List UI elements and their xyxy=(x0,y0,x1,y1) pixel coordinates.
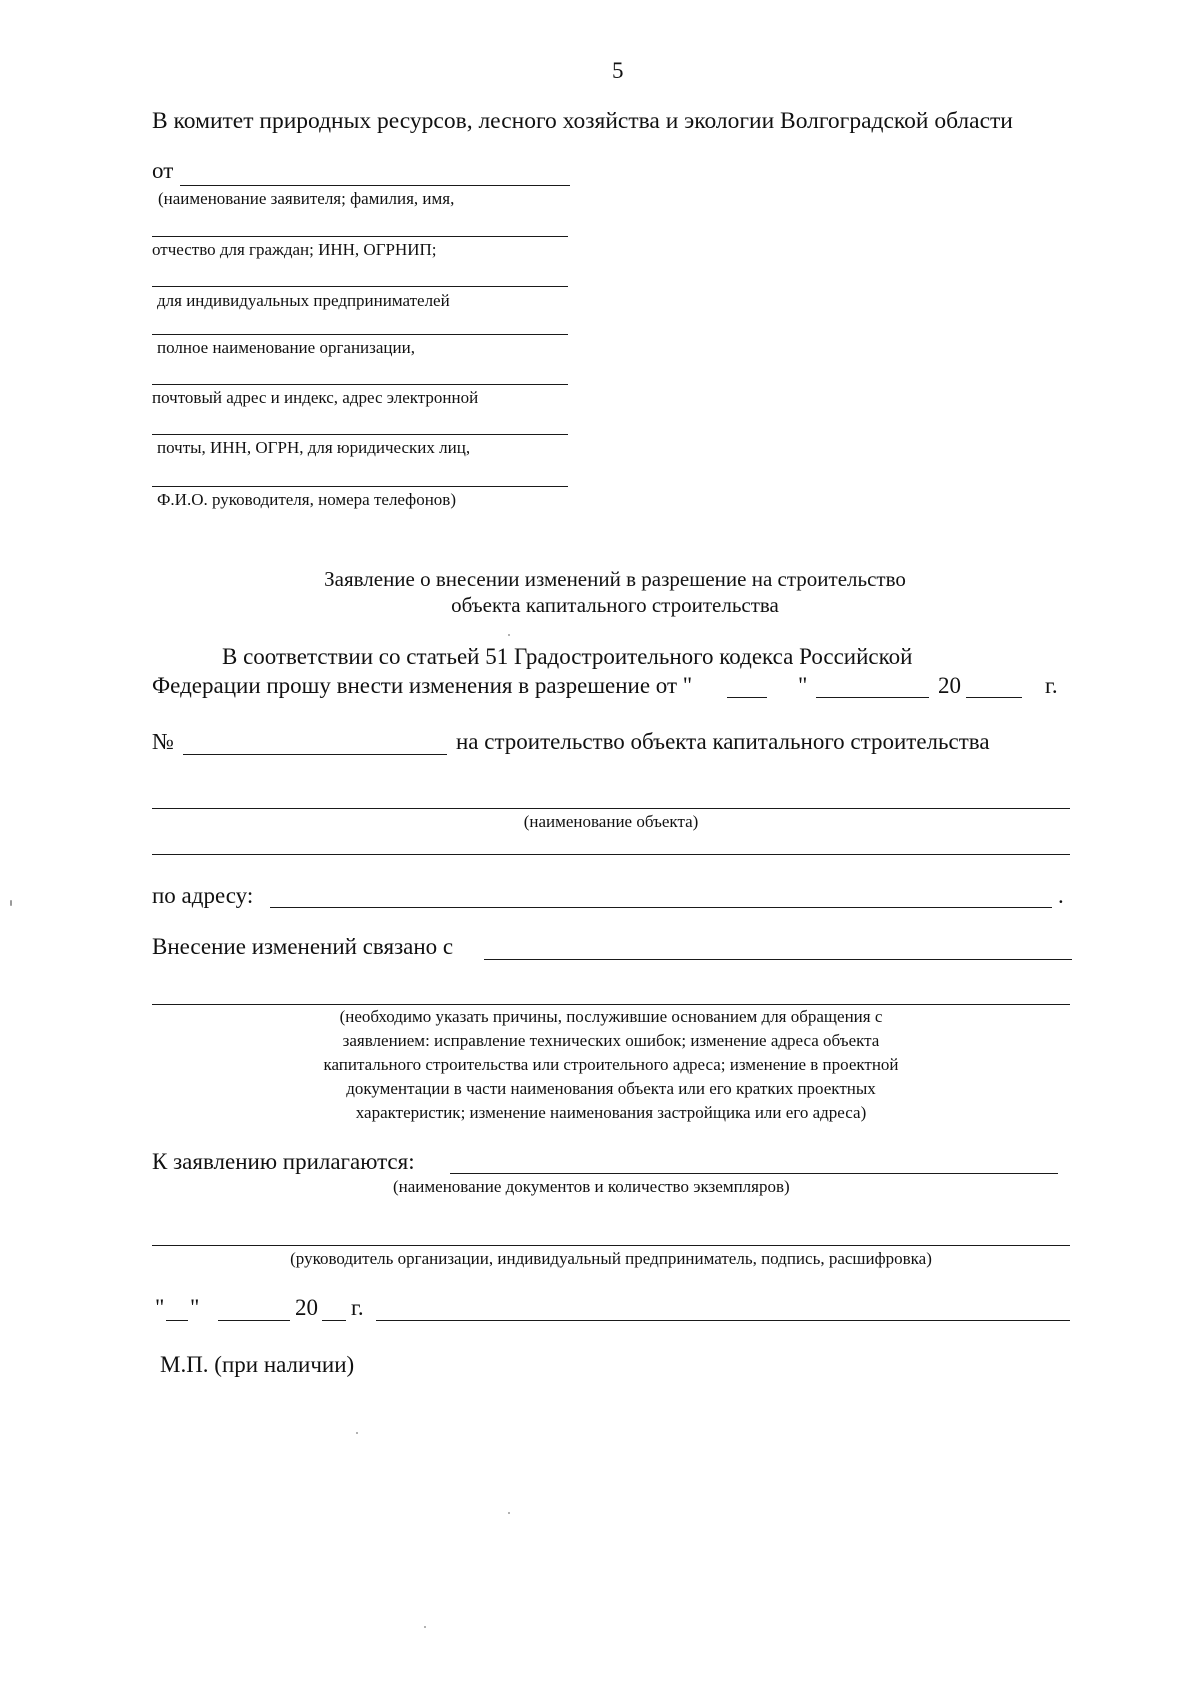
request-line-2: Федерации прошу внести изменения в разрешение от " xyxy=(152,673,693,698)
reason-hint-5: характеристик; изменение наименования застройщика или его адреса) xyxy=(355,1103,867,1122)
reason-hint-1: (необходимо указать причины, послужившие основанием для обращения с xyxy=(339,1007,883,1026)
applicant-hint-4: полное наименование организации, xyxy=(157,338,415,357)
object-name-field[interactable] xyxy=(152,808,1070,809)
scan-speck xyxy=(424,1626,426,1628)
date-quote-open: " xyxy=(155,1295,165,1320)
applicant-hint-3: для индивидуальных предпринимателей xyxy=(157,291,450,310)
date-year-prefix: 20 xyxy=(295,1295,318,1320)
scan-speck xyxy=(356,1432,358,1434)
date-day-field[interactable] xyxy=(166,1320,188,1321)
attachments-label: К заявлению прилагаются: xyxy=(152,1149,415,1174)
request-line-1: В соответствии со статьей 51 Градостроительного кодекса Российской xyxy=(222,644,913,669)
applicant-hint-1: (наименование заявителя; фамилия, имя, xyxy=(158,189,455,208)
signature-hint: (руководитель организации, индивидуальный предприниматель, подпись, расшифровка) xyxy=(290,1249,932,1268)
permit-number-label: № xyxy=(152,729,174,754)
scan-speck xyxy=(10,900,12,906)
applicant-hint-5: почтовый адрес и индекс, адрес электронной xyxy=(152,388,479,407)
permit-day-field[interactable] xyxy=(727,697,767,698)
attachments-field[interactable] xyxy=(450,1173,1058,1174)
scan-speck xyxy=(508,634,510,636)
permit-year-field[interactable] xyxy=(966,697,1022,698)
address-field[interactable] xyxy=(270,907,1052,908)
applicant-hint-6: почты, ИНН, ОГРН, для юридических лиц, xyxy=(157,438,471,457)
object-name-hint: (наименование объекта) xyxy=(523,812,699,831)
address-end: . xyxy=(1058,883,1064,908)
document-title-line-2: объекта капитального строительства xyxy=(451,593,779,617)
reason-hint-2: заявлением: исправление технических ошибок; изменение адреса объекта xyxy=(342,1031,880,1050)
date-quote-close: " xyxy=(190,1295,200,1320)
applicant-hint-2: отчество для граждан; ИНН, ОГРНИП; xyxy=(152,240,437,259)
page-number: 5 xyxy=(612,58,624,83)
object-name-field-2[interactable] xyxy=(152,854,1070,855)
permit-number-suffix: на строительство объекта капитального строительства xyxy=(456,729,990,754)
reason-field[interactable] xyxy=(484,959,1072,960)
applicant-field-7[interactable] xyxy=(152,486,568,487)
reason-label: Внесение изменений связано с xyxy=(152,934,454,959)
addressee: В комитет природных ресурсов, лесного хозяйства и экологии Волгоградской области xyxy=(152,108,1013,134)
applicant-field-3[interactable] xyxy=(152,286,568,287)
signature-field[interactable] xyxy=(152,1245,1070,1246)
applicant-name-field[interactable] xyxy=(180,185,570,186)
permit-number-field[interactable] xyxy=(183,754,447,755)
document-title-line-1: Заявление о внесении изменений в разрешение на строительство xyxy=(324,567,906,591)
reason-hint-3: капитального строительства или строительного адреса; изменение в проектной xyxy=(323,1055,899,1074)
permit-year-prefix: 20 xyxy=(938,673,961,698)
applicant-field-5[interactable] xyxy=(152,384,568,385)
scan-speck xyxy=(508,1512,510,1514)
applicant-field-6[interactable] xyxy=(152,434,568,435)
date-month-field[interactable] xyxy=(218,1320,290,1321)
applicant-hint-7: Ф.И.О. руководителя, номера телефонов) xyxy=(157,490,456,509)
date-signature-field[interactable] xyxy=(376,1320,1070,1321)
permit-month-field[interactable] xyxy=(816,697,929,698)
permit-year-suffix: г. xyxy=(1045,673,1058,698)
permit-day-quote-close: " xyxy=(798,673,808,698)
stamp-note: М.П. (при наличии) xyxy=(160,1352,355,1377)
date-year-suffix: г. xyxy=(351,1295,364,1320)
applicant-field-4[interactable] xyxy=(152,334,568,335)
from-label: от xyxy=(152,158,174,183)
date-year-field[interactable] xyxy=(322,1320,346,1321)
reason-hint-4: документации в части наименования объекта или его кратких проектных xyxy=(346,1079,876,1098)
applicant-field-2[interactable] xyxy=(152,236,568,237)
address-label: по адресу: xyxy=(152,883,254,908)
attachments-hint: (наименование документов и количество экземпляров) xyxy=(393,1177,790,1196)
reason-field-2[interactable] xyxy=(152,1004,1070,1005)
